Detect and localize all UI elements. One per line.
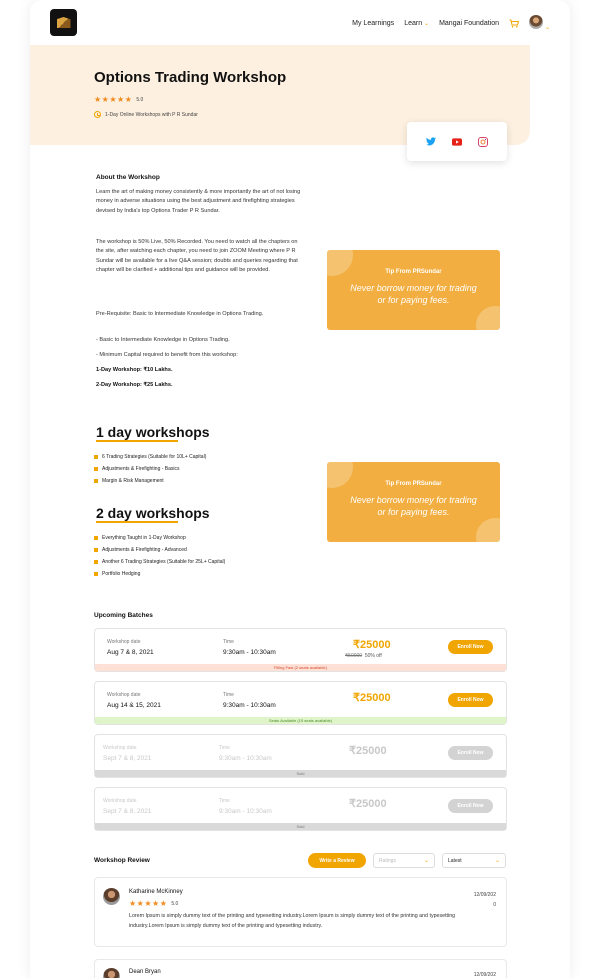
enroll-button[interactable]: Enroll Now bbox=[448, 693, 493, 707]
workshop-review-heading: Workshop Review bbox=[94, 857, 150, 864]
rating-value: 5.0 bbox=[136, 96, 144, 103]
nav-learn[interactable] bbox=[404, 20, 429, 27]
review-date: 12/09/202 bbox=[473, 972, 496, 978]
enroll-button[interactable]: Enroll Now bbox=[448, 746, 493, 760]
sort-select[interactable] bbox=[442, 853, 506, 868]
review-card bbox=[94, 877, 507, 947]
batch-card bbox=[94, 681, 507, 725]
one-day-capital: 1-Day Workshop: ₹10 Lakhs. bbox=[96, 367, 173, 373]
tip-card bbox=[327, 462, 500, 542]
enroll-button[interactable]: Enroll Now bbox=[448, 640, 493, 654]
about-heading: About the Workshop bbox=[96, 174, 160, 181]
page-frame bbox=[30, 0, 570, 978]
ratings-select[interactable] bbox=[373, 853, 435, 868]
prerequisite-item-1: - Basic to Intermediate Knowledge in Options Trading. bbox=[96, 337, 230, 343]
avatar bbox=[103, 888, 120, 905]
status-badge: Sold bbox=[95, 823, 506, 830]
brand-logo[interactable] bbox=[50, 9, 77, 36]
batch-date: Sept 7 & 8, 2021 bbox=[103, 808, 152, 815]
old-price-value: ₹50000 bbox=[345, 653, 363, 659]
tip-card bbox=[327, 250, 500, 330]
time-label: Time bbox=[223, 692, 234, 698]
date-label: Workshop date bbox=[103, 798, 137, 804]
list-item-text: Everything Taught in 1-Day Workshop bbox=[102, 535, 186, 541]
list-item bbox=[94, 544, 225, 556]
page-title: Options Trading Workshop bbox=[94, 69, 287, 86]
chevron-down-icon: ⌄ bbox=[424, 20, 430, 27]
time-label: Time bbox=[219, 798, 230, 804]
list-item bbox=[94, 532, 225, 544]
review-card bbox=[94, 959, 507, 978]
about-paragraph-2: The workshop is 50% Live, 50% Recorded. You need to watch all the chapters on the site, after watching each chapter, you need to join ZOOM Meeting where P R Sundar will be available for a live Q&A session; doubts and queries regarding that chapter will be clarified + additional tips and guidance will be provided. bbox=[96, 239, 298, 274]
ratings-placeholder: Ratings bbox=[379, 857, 396, 864]
status-badge: Sold bbox=[95, 770, 506, 777]
logo-mark-icon bbox=[57, 17, 71, 28]
two-day-list bbox=[94, 532, 225, 580]
nav-learn-label: Learn bbox=[404, 19, 423, 27]
batch-price: ₹25000 bbox=[353, 692, 391, 704]
reviewer-name: Katharine McKinney bbox=[129, 889, 183, 895]
tip-title: Tip From PRSundar bbox=[385, 481, 442, 487]
list-item bbox=[94, 475, 206, 487]
batch-price: ₹25000 bbox=[349, 798, 387, 810]
batch-date: Aug 14 & 15, 2021 bbox=[107, 702, 161, 709]
list-item-text: Margin & Risk Management bbox=[102, 478, 164, 484]
batch-time: 9:30am - 10:30am bbox=[219, 755, 272, 762]
list-item-text: Portfolio Hedging bbox=[102, 571, 141, 577]
list-item-text: Adjustments & Firefighting - Basics bbox=[102, 466, 180, 472]
date-label: Workshop date bbox=[107, 692, 141, 698]
discount-text: 50% off bbox=[364, 653, 382, 659]
review-date: 12/09/2020 bbox=[473, 892, 496, 908]
prerequisite-item-2: - Minimum Capital required to benefit from this workshop: bbox=[96, 352, 238, 358]
list-item-text: 6 Trading Strategies (Suitable for 10L+ Capital) bbox=[102, 454, 207, 460]
status-badge: Seats Available (15 seats available) bbox=[95, 717, 506, 724]
status-badge: Filling Fast (2 seats available) bbox=[95, 664, 506, 671]
upcoming-batches-heading: Upcoming Batches bbox=[94, 612, 153, 619]
batch-price: ₹25000 bbox=[349, 745, 387, 757]
batch-time: 9:30am - 10:30am bbox=[223, 649, 276, 656]
list-item bbox=[94, 463, 206, 475]
time-label: Time bbox=[219, 745, 230, 751]
tip-title: Tip From PRSundar bbox=[385, 269, 442, 275]
two-day-heading bbox=[96, 505, 210, 521]
one-day-heading-text: 1 day workshops bbox=[96, 424, 210, 440]
list-item bbox=[94, 451, 206, 463]
enroll-button[interactable]: Enroll Now bbox=[448, 799, 493, 813]
batch-price: ₹25000 bbox=[353, 639, 391, 651]
nav-mangai-foundation[interactable]: Mangai Foundation bbox=[439, 19, 500, 27]
date-label: Workshop date bbox=[103, 745, 137, 751]
star-rating-icon: ★★★★★ bbox=[129, 899, 168, 908]
list-item-text: Adjustments & Firefighting - Advanced bbox=[102, 547, 187, 553]
social-links-card bbox=[407, 122, 507, 161]
instagram-icon[interactable] bbox=[478, 137, 488, 147]
avatar bbox=[529, 15, 543, 29]
youtube-icon[interactable] bbox=[452, 137, 462, 147]
star-rating-icon: ★★★★★ bbox=[94, 95, 133, 104]
batch-card bbox=[94, 787, 507, 831]
time-label: Time bbox=[223, 639, 234, 645]
batch-date: Aug 7 & 8, 2021 bbox=[107, 649, 154, 656]
tip-quote: Never borrow money for trading or for paying fees. bbox=[350, 495, 477, 517]
nav-my-learnings[interactable]: My Learnings bbox=[352, 19, 395, 27]
avatar bbox=[103, 968, 120, 978]
top-navbar bbox=[30, 0, 570, 45]
tip-quote: Never borrow money for trading or for paying fees. bbox=[350, 283, 477, 305]
subtitle-text: 1-Day Online Workshops with P R Sundar bbox=[105, 111, 198, 118]
hero-rating bbox=[94, 95, 143, 104]
batch-time: 9:30am - 10:30am bbox=[219, 808, 272, 815]
date-label: Workshop date bbox=[107, 639, 141, 645]
write-review-button[interactable]: Write a Review bbox=[308, 853, 366, 868]
prerequisite-text: Pre-Requisite: Basic to Intermediate Knowledge in Options Trading. bbox=[96, 311, 264, 317]
chevron-down-icon: ⌄ bbox=[544, 25, 550, 31]
batch-card bbox=[94, 628, 507, 672]
two-day-capital: 2-Day Workshop: ₹25 Lakhs. bbox=[96, 382, 173, 388]
list-item bbox=[94, 556, 225, 568]
nav-links bbox=[352, 15, 550, 31]
twitter-icon[interactable] bbox=[426, 137, 436, 147]
cart-icon[interactable] bbox=[509, 19, 519, 28]
list-item bbox=[94, 568, 225, 580]
rating-value: 5.0 bbox=[171, 900, 179, 907]
hero-subtitle bbox=[94, 111, 198, 118]
batch-old-price bbox=[345, 653, 382, 659]
batch-card bbox=[94, 734, 507, 778]
batch-date: Sept 7 & 8, 2021 bbox=[103, 755, 152, 762]
chevron-down-icon: ⌄ bbox=[494, 858, 500, 864]
one-day-list bbox=[94, 451, 206, 487]
reviewer-name: Dean Bryan bbox=[129, 969, 161, 975]
profile-menu[interactable] bbox=[529, 15, 550, 31]
list-item-text: Another 6 Trading Strategies (Suitable for 25L+ Capital) bbox=[102, 559, 226, 565]
two-day-heading-text: 2 day workshops bbox=[96, 505, 210, 521]
chevron-down-icon: ⌄ bbox=[423, 858, 429, 864]
review-text: Lorem Ipsum is simply dummy text of the printing and typesetting industry.Lorem Ipsum is simply dummy text of the printing and typesetting industry.Lorem Ipsum is simply dummy text of the printing and typesetting industry. bbox=[129, 913, 456, 929]
sort-value: Latest bbox=[448, 857, 462, 864]
clock-icon bbox=[94, 111, 101, 118]
about-paragraph-1: Learn the art of making money consistently & more importantly the art of not losing money in adverse situations using the best adjustment and firefighting strategies devised by India's top Options Trader P R Sundar. bbox=[96, 189, 301, 214]
batch-time: 9:30am - 10:30am bbox=[223, 702, 276, 709]
one-day-heading bbox=[96, 424, 210, 440]
review-rating bbox=[129, 899, 178, 908]
